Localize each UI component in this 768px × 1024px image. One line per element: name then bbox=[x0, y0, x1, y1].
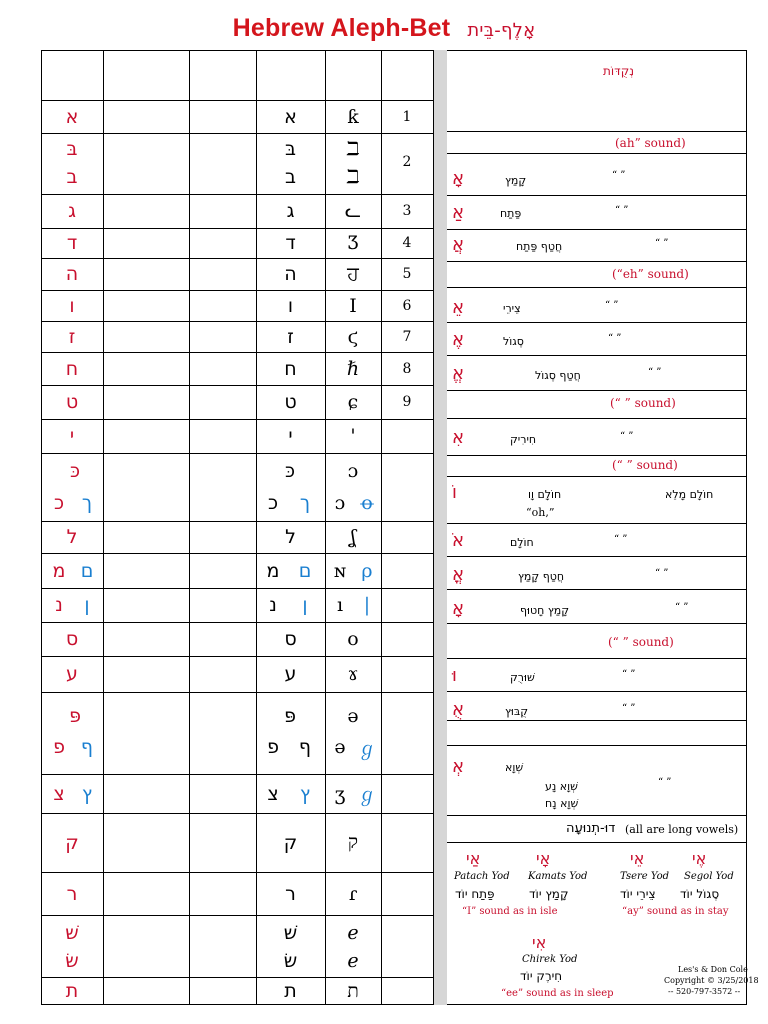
script-shin: ℯ bbox=[347, 922, 359, 944]
letter-tav: ת bbox=[65, 980, 79, 1002]
letter-mem-final: ם bbox=[80, 559, 94, 582]
number-2: 2 bbox=[402, 153, 412, 170]
script-tav: ת bbox=[347, 979, 359, 1002]
col-divider bbox=[433, 50, 434, 1005]
block-bet-dagesh: בּ bbox=[285, 138, 296, 160]
letter-gimel: ג bbox=[68, 200, 76, 222]
kamatz-katan-name: קָמַץ חָטוּף bbox=[520, 604, 570, 617]
ditto-mark: “ ” bbox=[622, 703, 636, 714]
patach-yod-caption: Patach Yod bbox=[454, 871, 510, 882]
script-tsadi: ʒ bbox=[334, 782, 346, 805]
ditto-mark: “ ” bbox=[612, 170, 626, 181]
block-he: ה bbox=[284, 263, 297, 285]
ditto-mark: “ ” bbox=[608, 333, 622, 344]
letter-khaf-final: ך bbox=[81, 492, 93, 514]
row-line bbox=[447, 720, 747, 721]
letter-yod: י bbox=[69, 425, 75, 447]
row-line bbox=[447, 418, 747, 419]
block-tsadi: צ bbox=[267, 782, 279, 805]
block-qof: ק bbox=[283, 831, 298, 854]
letter-shin: שׁ bbox=[65, 922, 79, 944]
segol-mark: אֶ bbox=[452, 329, 465, 350]
ditto-mark: “ ” bbox=[614, 534, 628, 545]
script-tsadi-final: ℊ bbox=[357, 784, 377, 806]
cholam-vav-name: חוֹלָם וָו bbox=[528, 488, 562, 501]
letter-qof: ק bbox=[65, 831, 79, 854]
patach-name: פַּתַח bbox=[500, 207, 522, 220]
block-ayin: ע bbox=[284, 663, 297, 685]
chirik-yod-hebrew: חִירֶק יוֹד bbox=[520, 969, 563, 983]
script-he: ਹ bbox=[347, 263, 359, 285]
block-gimel: ג bbox=[286, 200, 295, 222]
block-dalet: ד bbox=[285, 232, 296, 254]
eh-sound-label: (“eh” sound) bbox=[612, 267, 689, 281]
o-sound-label: (“ ” sound) bbox=[612, 458, 678, 472]
cholam-name: חוֹלָם bbox=[510, 536, 534, 549]
ditto-mark: “ ” bbox=[648, 367, 662, 378]
title-hebrew: אָלֶף-בֵּית bbox=[467, 20, 536, 41]
chataf-patach-mark: אֲ bbox=[452, 234, 465, 255]
block-chet: ח bbox=[284, 357, 297, 380]
chirik-yod-mark: אִי bbox=[532, 933, 547, 952]
kubutz-mark: אֻ bbox=[452, 699, 465, 720]
script-mem: ɴ bbox=[333, 559, 347, 582]
block-tsadi-final: ץ bbox=[299, 782, 311, 805]
credit-phone: -- 520-797-3572 -- bbox=[668, 987, 741, 996]
number-3: 3 bbox=[402, 203, 412, 219]
letter-zayin: ז bbox=[68, 325, 76, 348]
chataf-segol-name: חֲטַף סֶגוֹל bbox=[535, 369, 581, 382]
tsere-yod-mark: אֵי bbox=[630, 849, 645, 868]
script-fe: ә bbox=[334, 736, 346, 758]
patach-mark: אַ bbox=[452, 202, 465, 223]
script-nun: ı bbox=[336, 594, 344, 616]
row-line bbox=[447, 523, 747, 524]
cholam-male-mark: וֹ bbox=[452, 482, 457, 503]
script-qof: ק bbox=[347, 831, 359, 853]
number-6: 6 bbox=[402, 297, 412, 314]
center-gutter bbox=[433, 50, 447, 1005]
shva-nach-name: שְׁוָא נָח bbox=[545, 797, 579, 810]
ditto-mark: “ ” bbox=[620, 431, 634, 442]
patach-yod-mark: אַי bbox=[466, 849, 481, 868]
script-dalet: Ʒ bbox=[347, 232, 359, 254]
block-khaf: כ bbox=[267, 492, 279, 514]
script-nun-final: | bbox=[363, 594, 371, 616]
block-shin: שׁ bbox=[283, 922, 298, 944]
script-zayin: ϛ bbox=[347, 325, 359, 348]
letter-nun: נ bbox=[55, 594, 63, 616]
credit-authors: Les's & Don Cole bbox=[678, 965, 748, 974]
script-pe-dagesh: ә bbox=[347, 705, 359, 727]
row-line bbox=[447, 390, 747, 391]
block-khaf-final: ך bbox=[299, 492, 311, 514]
script-khaf: ɔ bbox=[334, 492, 346, 514]
block-nun-final: ן bbox=[302, 594, 308, 616]
row-line bbox=[447, 287, 747, 288]
oh-sound-label: “oh,” bbox=[526, 506, 555, 519]
page-title bbox=[0, 14, 768, 43]
patach-yod-hebrew: פַּתַח יוֹד bbox=[455, 887, 495, 901]
row-line bbox=[447, 153, 747, 154]
kamats-yod-hebrew: קָמַץ יוֹד bbox=[529, 887, 569, 901]
script-aleph: ƙ bbox=[347, 105, 359, 128]
row-line bbox=[41, 692, 433, 693]
script-samekh: o bbox=[347, 628, 359, 650]
script-ayin: ɤ bbox=[347, 663, 359, 685]
letter-fe-final: ף bbox=[80, 736, 94, 758]
letter-tet: ט bbox=[65, 391, 79, 413]
row-line bbox=[447, 322, 747, 323]
script-bet-dagesh: ℶ bbox=[346, 138, 360, 160]
segol-yod-caption: Segol Yod bbox=[684, 871, 734, 882]
block-mem: מ bbox=[266, 559, 280, 582]
chirik-yod-caption: Chirek Yod bbox=[522, 954, 578, 965]
row-line bbox=[447, 261, 747, 262]
letter-vet: ב bbox=[66, 166, 78, 188]
row-line bbox=[447, 589, 747, 590]
chataf-kamatz-name: חֲטַף קָמַץ bbox=[518, 570, 565, 583]
row-line bbox=[41, 915, 433, 916]
nikkudot-header: נְקֻדּוֹת bbox=[603, 64, 635, 78]
block-vav: ו bbox=[287, 294, 294, 317]
row-line bbox=[447, 815, 747, 816]
number-7: 7 bbox=[402, 328, 412, 345]
letter-aleph: א bbox=[65, 105, 79, 128]
ditto-mark: “ ” bbox=[605, 300, 619, 311]
block-mem-final: ם bbox=[298, 559, 312, 582]
letter-nun-final: ן bbox=[84, 594, 90, 616]
letter-pe-dagesh: פּ bbox=[69, 705, 81, 727]
row-line bbox=[41, 453, 433, 454]
number-8: 8 bbox=[402, 360, 412, 377]
i-sound-note: “I” sound as in isle bbox=[462, 906, 558, 917]
kamats-yod-caption: Kamats Yod bbox=[528, 871, 588, 882]
script-chet: ℏ bbox=[346, 357, 360, 380]
block-samekh: ס bbox=[284, 628, 297, 650]
segol-name: סֶגוֹל bbox=[503, 335, 524, 348]
block-fe-final: ף bbox=[298, 736, 312, 758]
title-english: Hebrew Aleph-Bet bbox=[232, 14, 451, 42]
diphthong-header-english: (all are long vowels) bbox=[625, 823, 739, 836]
kamatz-katan-mark: אָ bbox=[452, 598, 465, 619]
block-fe: פ bbox=[267, 736, 279, 758]
u-sound-label: (“ ” sound) bbox=[608, 635, 674, 649]
script-resh: ɾ bbox=[348, 882, 358, 905]
block-zayin: ז bbox=[287, 325, 294, 348]
number-9: 9 bbox=[402, 394, 412, 410]
shva-mark: אְ bbox=[452, 756, 465, 777]
tsere-yod-caption: Tsere Yod bbox=[620, 871, 670, 882]
row-line bbox=[447, 745, 747, 746]
ay-sound-note: “ay” sound as in stay bbox=[622, 906, 729, 917]
letter-samekh: ס bbox=[65, 628, 79, 650]
shva-na-name: שְׁוָא נָע bbox=[545, 780, 578, 793]
block-aleph: א bbox=[284, 105, 297, 128]
script-fe-final: ℊ bbox=[357, 737, 377, 760]
script-gimel: ᓚ bbox=[344, 200, 362, 222]
chataf-kamatz-mark: אֳ bbox=[452, 564, 465, 585]
row-line bbox=[447, 355, 747, 356]
script-vav: I bbox=[349, 294, 357, 317]
letter-khaf: כ bbox=[53, 492, 65, 514]
letter-fe: פ bbox=[53, 736, 65, 758]
number-4: 4 bbox=[402, 235, 412, 251]
chataf-segol-mark: אֱ bbox=[452, 363, 465, 384]
ditto-mark: “ ” bbox=[622, 669, 636, 680]
cholam-mark: אֹ bbox=[452, 530, 465, 551]
chirik-mark: אִ bbox=[452, 427, 465, 448]
letter-chet: ח bbox=[65, 357, 79, 380]
i-sound-label: (“ ” sound) bbox=[610, 396, 676, 410]
ah-sound-label: (ah” sound) bbox=[615, 136, 686, 150]
kamatz-name: קָמַץ bbox=[505, 174, 527, 187]
chirik-name: חִירִיק bbox=[510, 433, 537, 446]
row-line bbox=[447, 842, 747, 843]
row-line bbox=[41, 133, 433, 134]
ditto-mark: “ ” bbox=[675, 602, 689, 613]
cholam-male-name: חוֹלָם מָלֵא bbox=[665, 488, 714, 501]
letter-ayin: ע bbox=[66, 663, 78, 685]
letter-bet-dagesh: בּ bbox=[66, 138, 78, 160]
row-line bbox=[447, 658, 747, 659]
number-1: 1 bbox=[402, 108, 412, 125]
row-line bbox=[447, 476, 747, 477]
script-tet: ɕ bbox=[347, 391, 359, 413]
kamats-yod-mark: אָי bbox=[536, 849, 551, 868]
block-nun: נ bbox=[269, 594, 277, 616]
row-line bbox=[447, 455, 747, 456]
ditto-mark: “ ” bbox=[655, 238, 669, 249]
block-kaf-dagesh: כּ bbox=[284, 460, 296, 482]
block-yod: י bbox=[288, 425, 293, 447]
letter-tsadi-final: ץ bbox=[81, 782, 93, 805]
script-kaf-dagesh: ɔ bbox=[347, 460, 359, 482]
letter-sin: שׂ bbox=[65, 950, 79, 972]
script-lamed: ʆ bbox=[349, 526, 357, 548]
letter-mem: מ bbox=[52, 559, 66, 582]
block-resh: ר bbox=[285, 882, 296, 905]
block-sin: שׂ bbox=[283, 950, 298, 972]
kubutz-name: קֻבּוּץ bbox=[505, 705, 529, 718]
block-tet: ט bbox=[284, 391, 297, 413]
letter-vav: ו bbox=[69, 294, 75, 317]
row-line bbox=[447, 229, 747, 230]
ditto-mark: “ ” bbox=[658, 777, 672, 788]
letter-kaf-dagesh: כּ bbox=[69, 460, 81, 482]
block-vet: ב bbox=[285, 166, 296, 188]
row-line bbox=[447, 131, 747, 132]
segol-yod-mark: אֶי bbox=[692, 849, 707, 868]
letter-he: ה bbox=[65, 263, 79, 285]
tsere-name: צֵירֵי bbox=[503, 302, 521, 315]
tsere-yod-hebrew: צֵירֵי יוֹד bbox=[620, 887, 656, 901]
shuruk-mark: וּ bbox=[452, 665, 457, 686]
letter-dalet: ד bbox=[66, 232, 78, 254]
script-khaf-final: ꝋ bbox=[360, 492, 374, 514]
diphthong-header-hebrew: דוּ-תְנוּעָה bbox=[566, 821, 616, 836]
script-sin: ℯ bbox=[347, 950, 359, 972]
row-line bbox=[447, 195, 747, 196]
block-pe-dagesh: פּ bbox=[284, 705, 296, 727]
chataf-patach-name: חֲטַף פַּתַח bbox=[516, 240, 563, 253]
script-vet: ℶ bbox=[346, 166, 360, 188]
ditto-mark: “ ” bbox=[615, 205, 629, 216]
tsere-mark: אֵ bbox=[452, 297, 465, 318]
block-lamed: ל bbox=[285, 526, 296, 548]
letter-tsadi: צ bbox=[53, 782, 65, 805]
row-line bbox=[447, 691, 747, 692]
shuruk-name: שׁוּרֻק bbox=[510, 671, 535, 684]
shva-name: שְׁוָא bbox=[505, 761, 524, 774]
credit-copyright: Copyright © 3/25/2018 bbox=[664, 976, 759, 985]
row-line bbox=[447, 556, 747, 557]
block-tav: ת bbox=[284, 980, 297, 1002]
letter-lamed: ל bbox=[66, 526, 78, 548]
kamatz-mark: אָ bbox=[452, 168, 465, 189]
script-yod: ' bbox=[350, 425, 356, 447]
row-line bbox=[447, 623, 747, 624]
ditto-mark: “ ” bbox=[655, 568, 669, 579]
letter-resh: ר bbox=[66, 882, 78, 905]
number-5: 5 bbox=[402, 266, 412, 282]
ee-sound-note: “ee” sound as in sleep bbox=[501, 988, 614, 999]
script-mem-final: ρ bbox=[361, 559, 373, 582]
segol-yod-hebrew: סֶגוֹל יוֹד bbox=[680, 887, 720, 901]
